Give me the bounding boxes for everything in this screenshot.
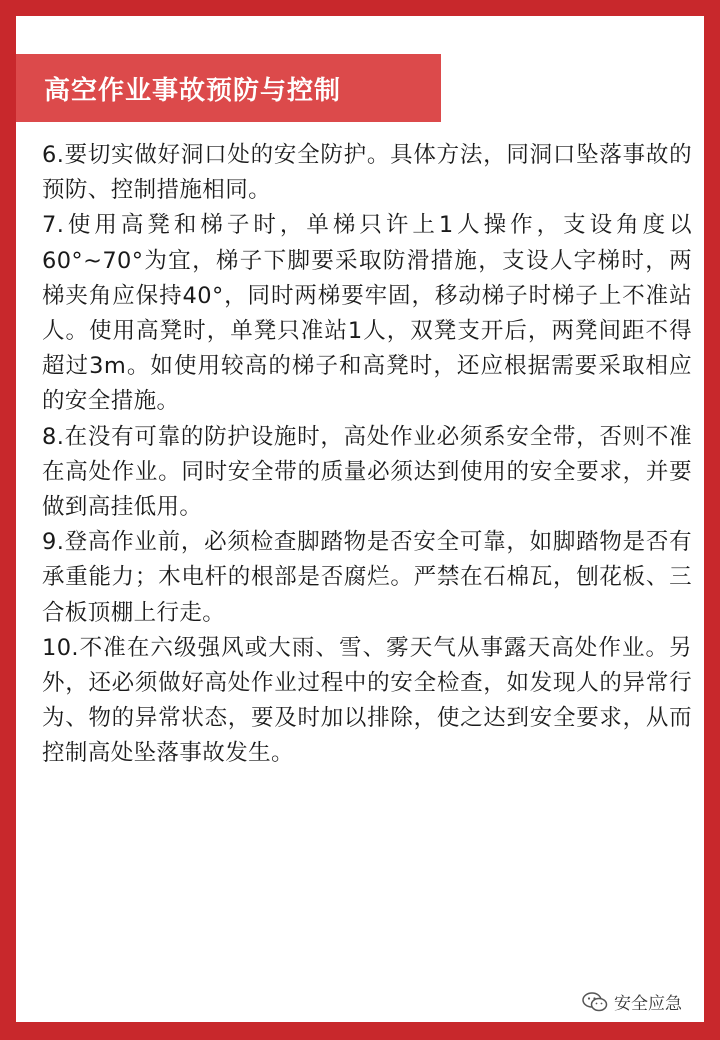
paragraph-item-10: 10.不准在六级强风或大雨、雪、雾天气从事露天高处作业。另外，还必须做好高处作业过程中的安全检查，如发现人的异常行为、物的异常状态，要及时加以排除，使之达到安全要求，从而控制高处坠落事故发生。 (42, 634, 692, 767)
article-body (42, 138, 692, 772)
wechat-icon (582, 992, 608, 1012)
paragraph-item-6: 6.要切实做好洞口处的安全防护。具体方法，同洞口坠落事故的预防、控制措施相同。 (42, 142, 692, 204)
paragraph-item-7: 7.使用高凳和梯子时，单梯只许上1人操作，支设角度以60°~70°为宜，梯子下脚要采取防滑措施，支设人字梯时，两梯夹角应保持40°，同时两梯要牢固，移动梯子时梯子上不准站人。使用高凳时，单凳只准站1人，双凳支开后，两凳间距不得超过3m。如使用较高的梯子和高凳时，还应根据需要采取相应的安全措施。 (42, 212, 692, 415)
page-title: 高空作业事故预防与控制 (44, 75, 342, 106)
paragraph-item-9: 9.登高作业前，必须检查脚踏物是否安全可靠，如脚踏物是否有承重能力；木电杆的根部是否腐烂。严禁在石棉瓦，刨花板、三合板顶棚上行走。 (42, 529, 692, 626)
source-label: 安全应急 (614, 994, 682, 1014)
source-watermark (582, 989, 682, 1014)
article-panel (16, 16, 704, 1022)
paragraph-item-8: 8.在没有可靠的防护设施时，高处作业必须系安全带，否则不准在高处作业。同时安全带的质量必须达到使用的安全要求，并要做到高挂低用。 (42, 423, 692, 521)
title-bar (16, 54, 441, 122)
